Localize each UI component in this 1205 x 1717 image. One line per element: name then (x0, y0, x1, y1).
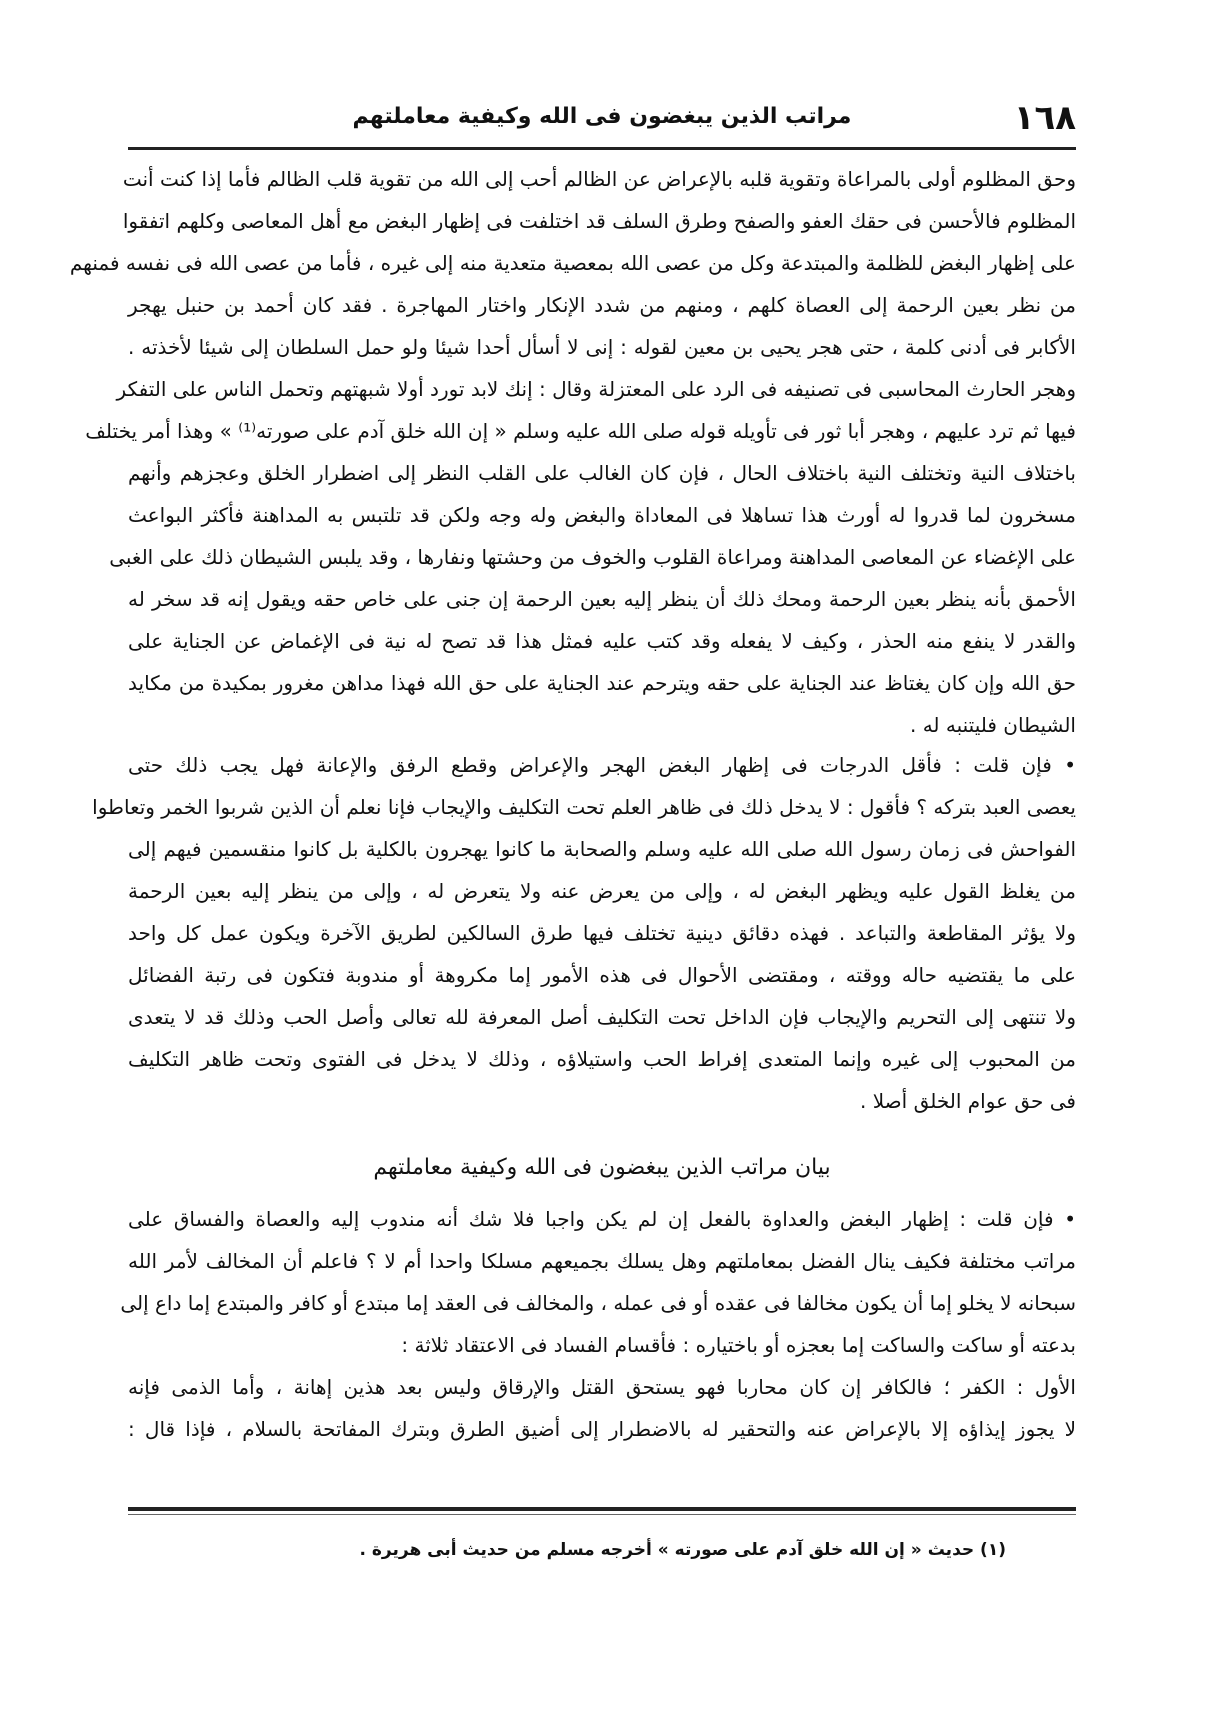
text-line: الشيطان فليتنبه له . (909, 713, 1076, 737)
text-line: الأحمق بأنه ينظر بعين الرحمة ومحك ذلك أن ينظر إليه بعين الرحمة إن جنى على خاص حقه ويقول إنه قد سخر له (128, 587, 1076, 611)
paragraph (69, 158, 1076, 746)
text-line: من المحبوب إلى غيره وإنما المتعدى إفراط الحب واستيلاؤه ، وذلك لا يدخل فى الفتوى وتحت ظاهر التكليف (128, 1047, 1076, 1071)
text-line: حق الله وإن كان يغتاظ عند الجناية على حقه ويترحم عند الجناية على حق الله فهذا مداهن مغرور بمكيدة من مكايد (128, 671, 1076, 695)
footnote-rule (128, 1507, 1076, 1511)
paragraph (120, 1198, 1076, 1366)
text-line: مراتب مختلفة فكيف ينال الفضل بمعاملتهم وهل يسلك بجميعهم مسلكا واحدا أم لا ؟ فاعلم أن المخالف لأمر الله (128, 1249, 1076, 1273)
text-line: • فإن قلت : فأقل الدرجات فى إظهار البغض الهجر والإعراض وقطع الرفق والإعانة فهل يجب ذلك حتى (128, 753, 1076, 777)
text-line: الفواحش فى زمان رسول الله صلى الله عليه وسلم والصحابة ما كانوا يهجرون بالكلية بل كانوا منقسمين فيهم إلى (128, 837, 1076, 861)
text-line: بدعته أو ساكت والساكت إما بعجزه أو باختياره : فأقسام الفساد فى الاعتقاد ثلاثة : (401, 1333, 1076, 1357)
text-line: ولا يؤثر المقاطعة والتباعد . فهذه دقائق دينية تختلف فيها طرق السالكين لطريق الآخرة ويكون عمل كل واحد (128, 921, 1076, 945)
text-line: مسخرون لما قدروا له أورث هذا تساهلا فى المعاداة والبغض وله وجه ولكن قد تلتبس به المداهنة فأكثر البواعث (128, 503, 1076, 527)
text-line: ولا تنتهى إلى التحريم والإيجاب فإن الداخل تحت التكليف أصل المعرفة لله تعالى وأصل الحب وذلك قد لا يتعدى (128, 1005, 1076, 1029)
text-line: يعصى العبد بتركه ؟ فأقول : لا يدخل ذلك فى ظاهر العلم تحت التكليف والإيجاب فإنا نعلم أن الذين شربوا الخمر وتعاطوا (92, 795, 1076, 819)
text-line: من يغلظ القول عليه ويظهر البغض له ، وإلى من يعرض عنه ولا يتعرض له ، وإلى من ينظر إليه بعين الرحمة (128, 879, 1076, 903)
text-line: والقدر لا ينفع منه الحذر ، وكيف لا يفعله وقد كتب عليه فمثل هذا قد تصح له نية فى الإغماض عن الجناية على (128, 629, 1076, 653)
text-line: على إظهار البغض للظلمة والمبتدعة وكل من عصى الله بمعصية متعدية منه إلى غيره ، فأما من عصى الله فى نفسه فمنهم (69, 251, 1076, 275)
text-line: وحق المظلوم أولى بالمراعاة وتقوية قلبه بالإعراض عن الظالم أحب إلى الله من تقوية قلب الظالم فأما إذا كنت أنت (122, 167, 1076, 191)
section-heading: بيان مراتب الذين يبغضون فى الله وكيفية معاملتهم (373, 1155, 831, 1180)
text-line: باختلاف النية وتختلف النية باختلاف الحال ، فإن كان الغالب على القلب النظر إلى اضطرار الخلق وعجزهم وأنهم (128, 461, 1076, 485)
text-line: سبحانه لا يخلو إما أن يكون مخالفا فى عقده أو فى عمله ، والمخالف فى العقد إما مبتدع أو كافر والمبتدع إما داع إلى (120, 1291, 1076, 1315)
footnote-rule-thin (128, 1514, 1076, 1515)
text-line: لا يجوز إيذاؤه إلا بالإعراض عنه والتحقير له بالاضطرار إلى أضيق الطرق وبترك المفاتحة بالسلام ، فإذا قال : (128, 1417, 1076, 1441)
header-rule (128, 147, 1076, 150)
footnote: (١) حديث « إن الله خلق آدم على صورته » أخرجه مسلم من حديث أبى هريرة . (359, 1540, 1006, 1560)
text-line: فيها ثم ترد عليهم ، وهجر أبا ثور فى تأويله قوله صلى الله عليه وسلم « إن الله خلق آدم على صورته⁽¹⁾ » وهذا أمر يختلف (85, 419, 1076, 443)
text-line: فى حق عوام الخلق أصلا . (860, 1089, 1076, 1113)
running-title: مراتب الذين يبغضون فى الله وكيفية معاملتهم (352, 104, 852, 129)
text-line: وهجر الحارث المحاسبى فى تصنيفه فى الرد على المعتزلة وقال : إنك لابد تورد أولا شبهتهم وتحمل الناس على التفكر (116, 377, 1076, 401)
text-line: من نظر بعين الرحمة إلى العصاة كلهم ، ومنهم من شدد الإنكار واختار المهاجرة . فقد كان أحمد بن حنبل يهجر (128, 293, 1076, 317)
page-header (128, 98, 1076, 142)
paragraph (92, 744, 1076, 1122)
paragraph (128, 1366, 1076, 1450)
text-line: على الإغضاء عن المعاصى المداهنة ومراعاة القلوب والخوف من وحشتها ونفارها ، وقد يلبس الشيطان ذلك على الغبى (109, 545, 1076, 569)
page-number: ١٦٨ (1013, 98, 1076, 138)
page-body (69, 158, 1076, 1450)
text-line: على ما يقتضيه حاله ووقته ، ومقتضى الأحوال فى هذه الأمور إما مكروهة أو مندوبة فتكون فى رتبة الفضائل (128, 963, 1076, 987)
text-line: • فإن قلت : إظهار البغض والعداوة بالفعل إن لم يكن واجبا فلا شك أنه مندوب إليه والعصاة والفساق على (128, 1207, 1076, 1231)
text-line: الأكابر فى أدنى كلمة ، حتى هجر يحيى بن معين لقوله : إنى لا أسأل أحدا شيئا ولو حمل السلطان إلى شيئا لأخذته . (128, 335, 1076, 359)
text-line: الأول : الكفر ؛ فالكافر إن كان محاربا فهو يستحق القتل والإرقاق وليس بعد هذين إهانة ، وأما الذمى فإنه (128, 1375, 1076, 1399)
text-line: المظلوم فالأحسن فى حقك العفو والصفح وطرق السلف قد اختلفت فى إظهار البغض مع أهل المعاصى وكلهم اتفقوا (122, 209, 1076, 233)
